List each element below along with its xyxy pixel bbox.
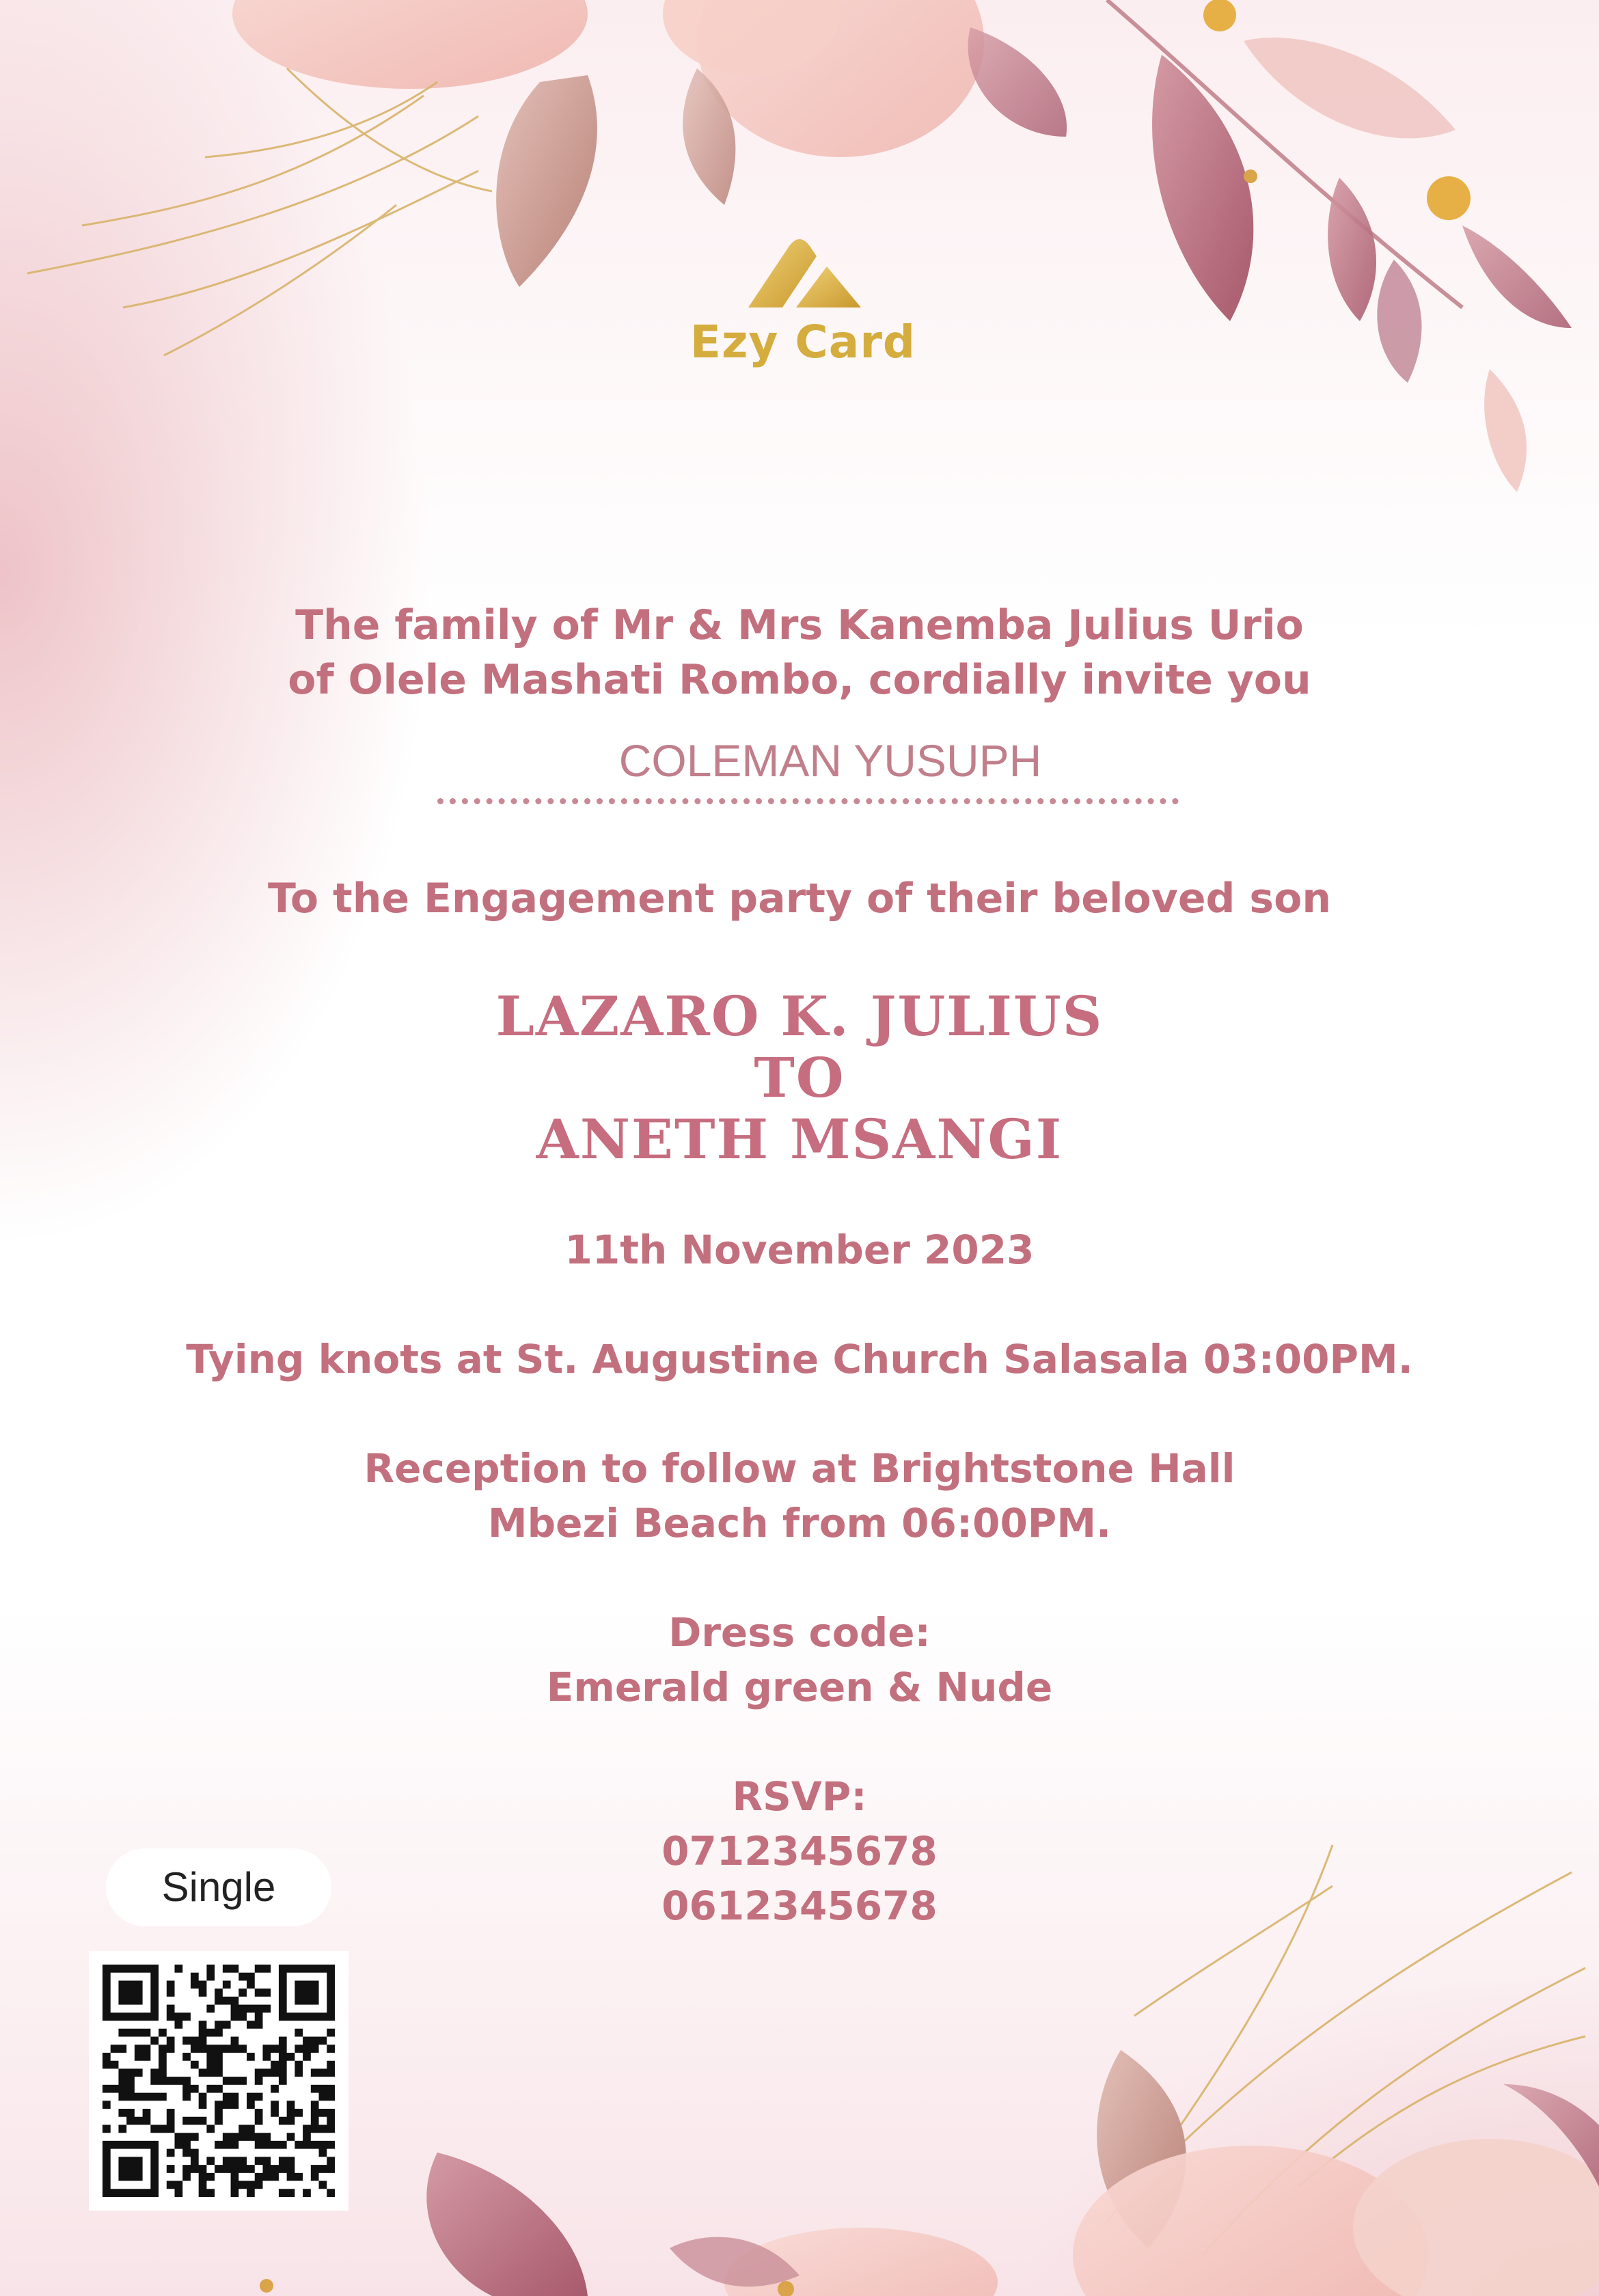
logo-text: Ezy Card [689,316,916,368]
event-date: 11th November 2023 [564,1227,1035,1273]
ticket-type-badge: Single [106,1848,331,1926]
ezy-card-logo [683,232,922,383]
couple-connector: TO [754,1046,845,1110]
qr-modules [102,1965,335,2197]
rsvp-number-1: 0712345678 [661,1828,938,1874]
reception-line-2: Mbezi Beach from 06:00PM. [487,1500,1112,1546]
reception-line-1: Reception to follow at Brightstone Hall [364,1445,1235,1492]
guest-name-underline [437,798,1179,804]
dress-code-value: Emerald green & Nude [546,1664,1053,1710]
host-line-2: of Olele Mashati Rombo, cordially invite you [288,656,1311,704]
occasion-text: To the Engagement party of their beloved son [267,875,1332,922]
dress-code-label: Dress code: [668,1609,931,1656]
groom-name: LAZARO K. JULIUS [495,984,1104,1048]
qr-code [89,1951,348,2211]
rsvp-label: RSVP: [732,1773,867,1820]
qr-code-icon [102,1965,335,2197]
ceremony-details: Tying knots at St. Augustine Church Salasala 03:00PM. [186,1336,1413,1382]
bride-name: ANETH MSANGI [536,1107,1063,1171]
ezy-card-logo-icon [741,232,864,314]
host-line-1: The family of Mr & Mrs Kanemba Julius Urio [295,601,1304,649]
rsvp-number-2: 0612345678 [661,1883,938,1929]
guest-name: COLEMAN YUSUPH [618,735,1042,786]
